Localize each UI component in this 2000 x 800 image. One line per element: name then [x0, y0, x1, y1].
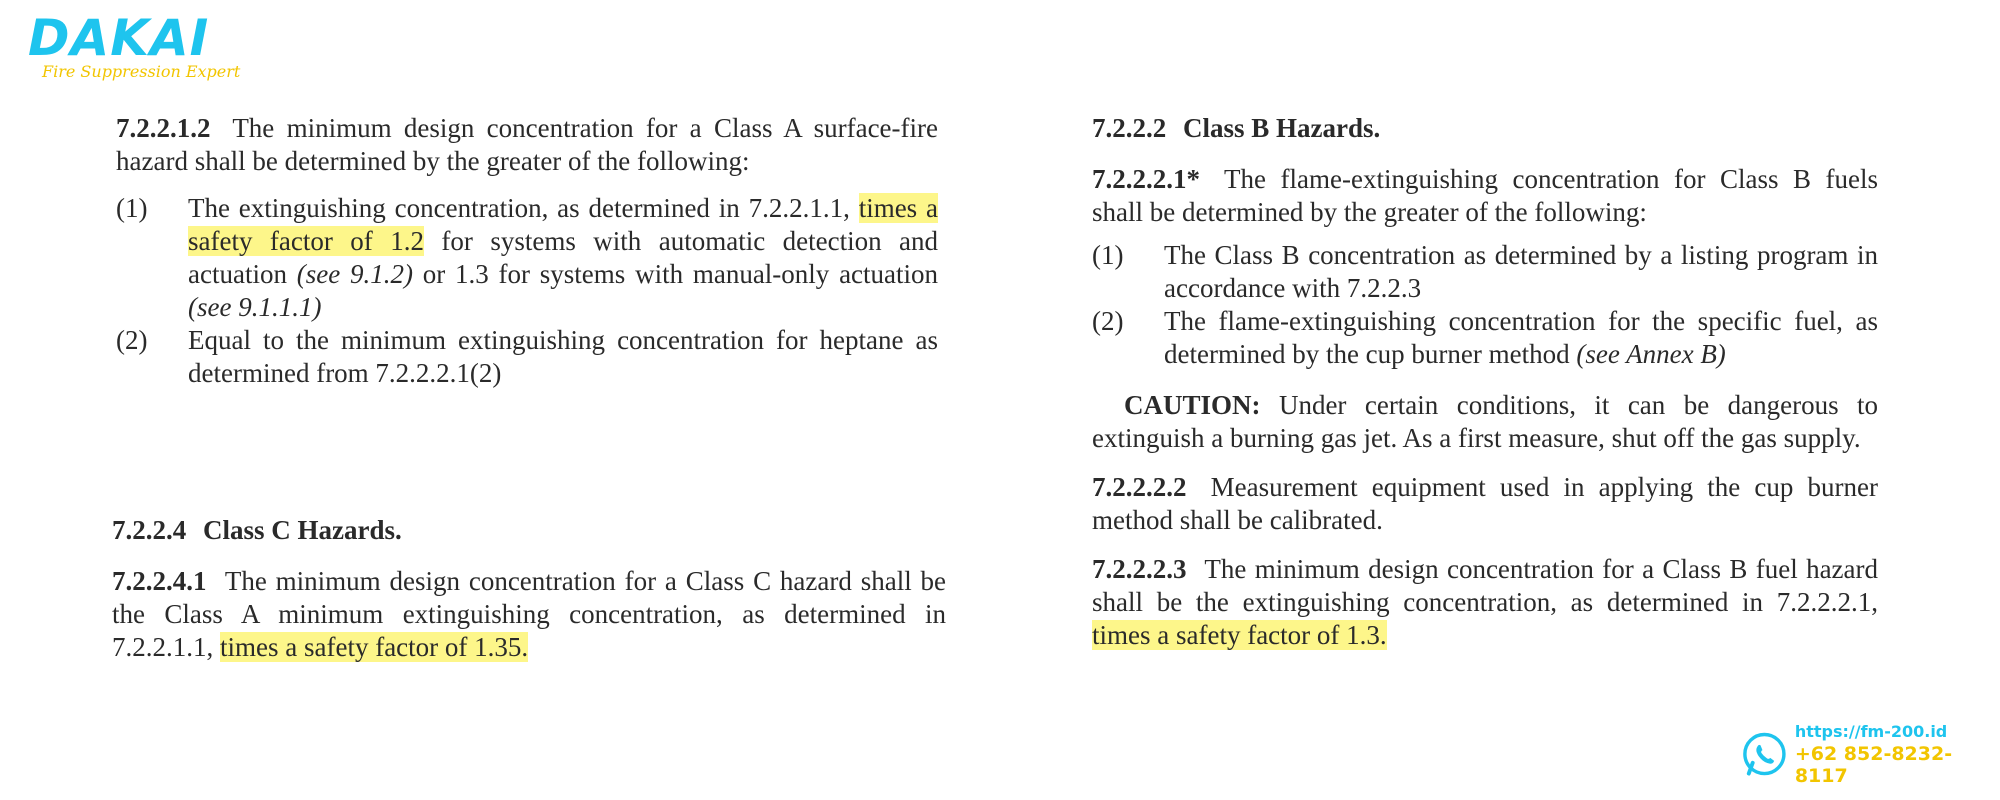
item-text-part: The extinguishing concentration, as determined in 7.2.2.1.1,: [188, 193, 850, 223]
reference-text: (see Annex B): [1576, 339, 1726, 369]
section-number: 7.2.2.2.3: [1092, 554, 1187, 584]
list-item: [116, 192, 938, 324]
heading-title: Class C Hazards.: [203, 515, 402, 545]
paragraph-text: The minimum design concentration for a Class B fuel hazard shall be the extinguishing concentration, as determined in 7.2.2.2.1,: [1092, 554, 1879, 617]
contact-info: [1795, 722, 2000, 787]
list-item: [1092, 239, 1878, 305]
paragraph-text: The minimum design concentration for a Class A surface-fire hazard shall be determined by the greater of the following:: [116, 113, 938, 176]
list-item-text: [1164, 305, 1878, 371]
caution-label: CAUTION:: [1124, 390, 1261, 420]
reference-text: (see 9.1.1.1): [188, 292, 322, 322]
section-7-2-2-4: [112, 514, 946, 664]
section-heading: [112, 514, 946, 547]
item-text-part: for systems with automatic detection and actuation: [188, 226, 938, 289]
section-7-2-2-1-2: [116, 112, 938, 390]
paragraph-7-2-2-2-3: [1092, 553, 1878, 652]
dakai-logo: [28, 10, 268, 81]
item-text-part: or 1.3 for systems with manual-only actuation: [422, 259, 939, 289]
list-marker: (1): [1092, 240, 1124, 270]
phone-number[interactable]: +62 852-8232-8117: [1794, 743, 1953, 787]
list-item-text: The Class B concentration as determined by a listing program in accordance with 7.2.2.3: [1164, 240, 1878, 303]
list-item: [1092, 305, 1878, 371]
paragraph-7-2-2-2-2: [1092, 471, 1878, 537]
logo-tagline: Fire Suppression Expert: [42, 62, 241, 81]
list-marker: (2): [1092, 306, 1124, 336]
paragraph-text: The minimum design concentration for a Class C hazard shall be the Class A minimum extinguishing concentration, as determined in 7.2.2.1.1,: [112, 566, 947, 662]
section-number: 7.2.2.4.1: [112, 566, 207, 596]
paragraph-7-2-2-1-2: [116, 112, 938, 178]
item-text-part: The flame-extinguishing concentration for the specific fuel, as determined by the cup burner method: [1164, 306, 1878, 369]
list-item: [116, 324, 938, 390]
caution-note: [1092, 389, 1878, 455]
section-number: 7.2.2.2.1*: [1092, 164, 1200, 194]
highlighted-safety-factor: times a safety factor of 1.2: [188, 193, 938, 256]
requirement-list: [1092, 239, 1878, 371]
caution-text: Under certain conditions, it can be dangerous to extinguish a burning gas jet. As a first measure, shut off the gas supply.: [1092, 390, 1879, 453]
paragraph-text: The flame-extinguishing concentration for Class B fuels shall be determined by the greater of the following:: [1092, 164, 1879, 227]
section-number: 7.2.2.1.2: [116, 113, 211, 143]
paragraph-7-2-2-2-1: [1092, 163, 1878, 229]
list-item-text: Equal to the minimum extinguishing concentration for heptane as determined from 7.2.2.2.1(2): [188, 325, 938, 388]
list-item-text: [188, 192, 938, 324]
list-marker: (2): [116, 325, 148, 355]
section-number: 7.2.2.4: [112, 515, 187, 545]
section-heading: [1092, 112, 1878, 145]
section-number: 7.2.2.2: [1092, 113, 1167, 143]
whatsapp-icon: [1740, 730, 1789, 780]
heading-title: Class B Hazards.: [1183, 113, 1381, 143]
paragraph-text: Measurement equipment used in applying the cup burner method shall be calibrated.: [1092, 472, 1878, 535]
paragraph-7-2-2-4-1: [112, 565, 946, 664]
requirement-list: [116, 192, 938, 390]
section-7-2-2-2: [1092, 112, 1878, 652]
highlighted-safety-factor: times a safety factor of 1.35.: [220, 632, 529, 662]
reference-text: (see 9.1.2): [296, 259, 413, 289]
list-marker: (1): [116, 193, 148, 223]
contact-footer: [1740, 722, 2000, 787]
website-link[interactable]: https://fm-200.id: [1794, 722, 1948, 741]
highlighted-safety-factor: times a safety factor of 1.3.: [1092, 620, 1387, 650]
section-number: 7.2.2.2.2: [1092, 472, 1187, 502]
logo-wordmark: DAKAI: [28, 9, 210, 67]
